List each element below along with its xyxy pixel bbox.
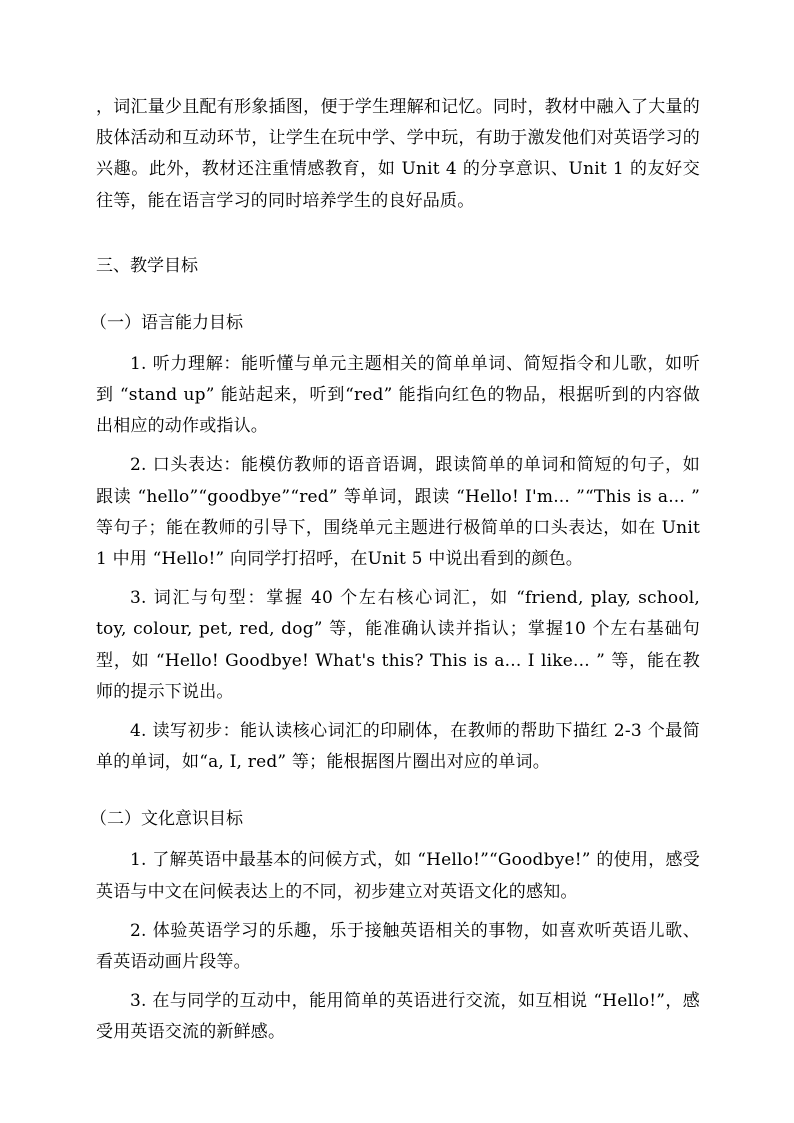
subsection-title-cultural-awareness: （二）文化意识目标 [90,809,243,830]
goal-item-speaking: 2. 口头表达：能模仿教师的语音语调，跟读简单的单词和简短的句子，如跟读 “hello”“goodbye”“red” 等单词，跟读 “Hello! I'm... ”“This is a... ” 等句子；能在教师的引导下，围绕单元主题进行极简单的口头表达，如在 Unit 1 中用 “Hello!” 向同学打招呼，在Unit 5 中说出看到的颜色。 [96,455,700,570]
subsection-title-language-ability: （一）语言能力目标 [90,312,243,333]
intro-paragraph: ，词汇量少且配有形象插图，便于学生理解和记忆。同时，教材中融入了大量的肢体活动和互动环节，让学生在玩中学、学中玩，有助于激发他们对英语学习的兴趣。此外，教材还注重情感教育，如 Unit 4 的分享意识、Unit 1 的友好交往等，能在语言学习的同时培养学生的良好品质。 [96,97,700,211]
culture-item-greetings: 1. 了解英语中最基本的问候方式，如 “Hello!”“Goodbye!” 的使用，感受英语与中文在问候表达上的不同，初步建立对英语文化的感知。 [96,850,700,902]
section-title-teaching-goals: 三、教学目标 [96,255,198,276]
document-page [90,92,700,1049]
culture-item-interaction: 3. 在与同学的互动中，能用简单的英语进行交流，如互相说 “Hello!”，感受用英语交流的新鲜感。 [96,991,700,1043]
goal-item-reading-writing: 4. 读写初步：能认读核心词汇的印刷体，在教师的帮助下描红 2-3 个最简单的单词，如“a, I, red” 等；能根据图片圈出对应的单词。 [96,721,700,773]
goal-item-listening: 1. 听力理解：能听懂与单元主题相关的简单单词、简短指令和儿歌，如听到 “stand up” 能站起来，听到“red” 能指向红色的物品，根据听到的内容做出相应的动作或指认。 [96,353,700,437]
culture-item-enjoyment: 2. 体验英语学习的乐趣，乐于接触英语相关的事物，如喜欢听英语儿歌、看英语动画片段等。 [96,920,700,973]
goal-item-vocabulary: 3. 词汇与句型：掌握 40 个左右核心词汇，如 “friend, play, school, toy, colour, pet, red, dog” 等，能准确认读并指认；掌握10 个左右基础句型，如 “Hello! Goodbye! What's this? This is a... I like... ” 等，能在教师的提示下说出。 [96,588,700,702]
